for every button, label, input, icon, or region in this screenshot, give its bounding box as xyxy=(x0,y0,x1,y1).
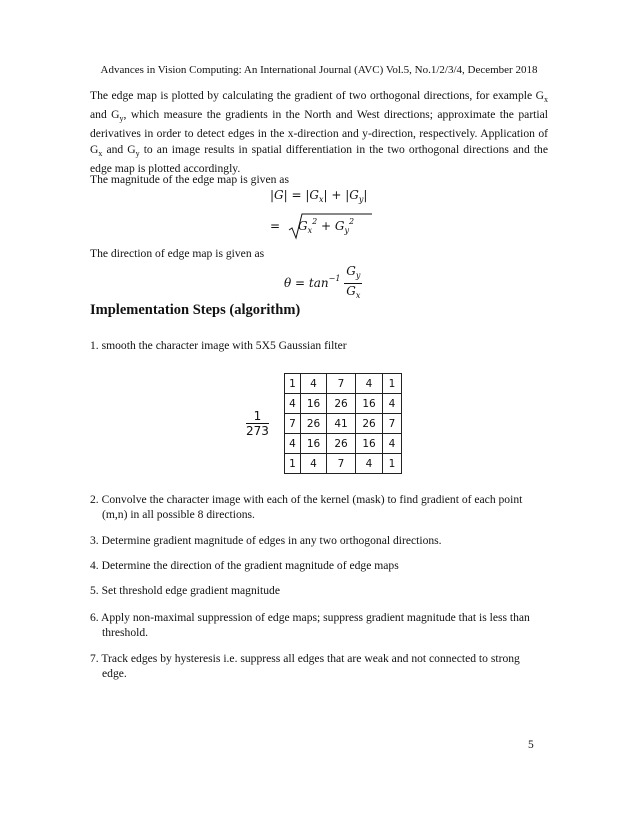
gaussian-kernel-table xyxy=(284,373,402,474)
kernel-cell: 1 xyxy=(285,374,301,394)
kernel-row xyxy=(285,434,402,454)
direction-fraction: $\frac{G_y}{G_x}$ xyxy=(346,264,361,300)
kernel-cell: 16 xyxy=(356,394,383,414)
kernel-cell: 16 xyxy=(301,394,327,414)
kernel-fraction: $\frac{1}{273}$ xyxy=(246,409,269,438)
step-3: 3. Determine gradient magnitude of edges in any two orthogonal directions. xyxy=(90,534,442,547)
kernel-cell: 4 xyxy=(285,434,301,454)
kernel-cell: 16 xyxy=(356,434,383,454)
step-1: 1. smooth the character image with 5X5 Gaussian filter xyxy=(90,339,347,352)
magnitude-equation: $|G| = |G_x| + |G_y|$ xyxy=(270,188,368,204)
kernel-cell: 26 xyxy=(356,414,383,434)
kernel-cell: 4 xyxy=(301,454,327,474)
intro-paragraph: The edge map is plotted by calculating the gradient of two orthogonal directions, for example $G_x$ and $G_y$, which measure the gradients in the North and West directions; approximate the partial derivatives in order to detect edges in the x-direction and y-direction, respectively. Application of $G_x$ and $G_y$ to an image results in spatial differentiation in the two orthogonal directions and the edge map is plotted accordingly. xyxy=(90,89,548,175)
magnitude-sqrt-equation: = $G_x^2 + G_y^2$ xyxy=(270,212,372,240)
kernel-cell: 1 xyxy=(383,454,402,474)
kernel-cell: 4 xyxy=(383,434,402,454)
kernel-cell: 26 xyxy=(301,414,327,434)
kernel-row xyxy=(285,454,402,474)
direction-equation: $\theta = \tan^{-1}$ $\frac{G_y}{G_x}$ xyxy=(284,264,362,303)
kernel-row xyxy=(285,414,402,434)
kernel-cell: 1 xyxy=(383,374,402,394)
kernel-cell: 7 xyxy=(327,454,356,474)
kernel-cell: 4 xyxy=(356,454,383,474)
kernel-cell: 4 xyxy=(285,394,301,414)
direction-text: The direction of edge map is given as xyxy=(90,247,265,260)
kernel-row xyxy=(285,374,402,394)
kernel-cell: 4 xyxy=(383,394,402,414)
kernel-cell: 1 xyxy=(285,454,301,474)
kernel-row xyxy=(285,394,402,414)
running-header: Advances in Vision Computing: An International Journal (AVC) Vol.5, No.1/2/3/4, December 2018 xyxy=(100,64,538,76)
kernel-cell: 4 xyxy=(301,374,327,394)
kernel-cell: 7 xyxy=(327,374,356,394)
kernel-cell: 41 xyxy=(327,414,356,434)
section-heading: Implementation Steps (algorithm) xyxy=(90,302,301,318)
step-4: 4. Determine the direction of the gradient magnitude of edge maps xyxy=(90,559,399,572)
step-7: 7. Track edges by hysteresis i.e. suppress all edges that are weak and not connected to strong edge. xyxy=(90,652,520,681)
kernel-cell: 4 xyxy=(356,374,383,394)
magnitude-text: The magnitude of the edge map is given as xyxy=(90,173,289,186)
kernel-cell: 7 xyxy=(383,414,402,434)
page-number: 5 xyxy=(528,739,534,751)
kernel-cell: 26 xyxy=(327,434,356,454)
step-2: 2. Convolve the character image with each of the kernel (mask) to find gradient of each point (m,n) in all possible 8 directions. xyxy=(90,493,523,522)
kernel-cell: 7 xyxy=(285,414,301,434)
step-5: 5. Set threshold edge gradient magnitude xyxy=(90,584,280,597)
step-6: 6. Apply non-maximal suppression of edge maps; suppress gradient magnitude that is less than threshold. xyxy=(90,611,530,640)
kernel-cell: 16 xyxy=(301,434,327,454)
kernel-cell: 26 xyxy=(327,394,356,414)
